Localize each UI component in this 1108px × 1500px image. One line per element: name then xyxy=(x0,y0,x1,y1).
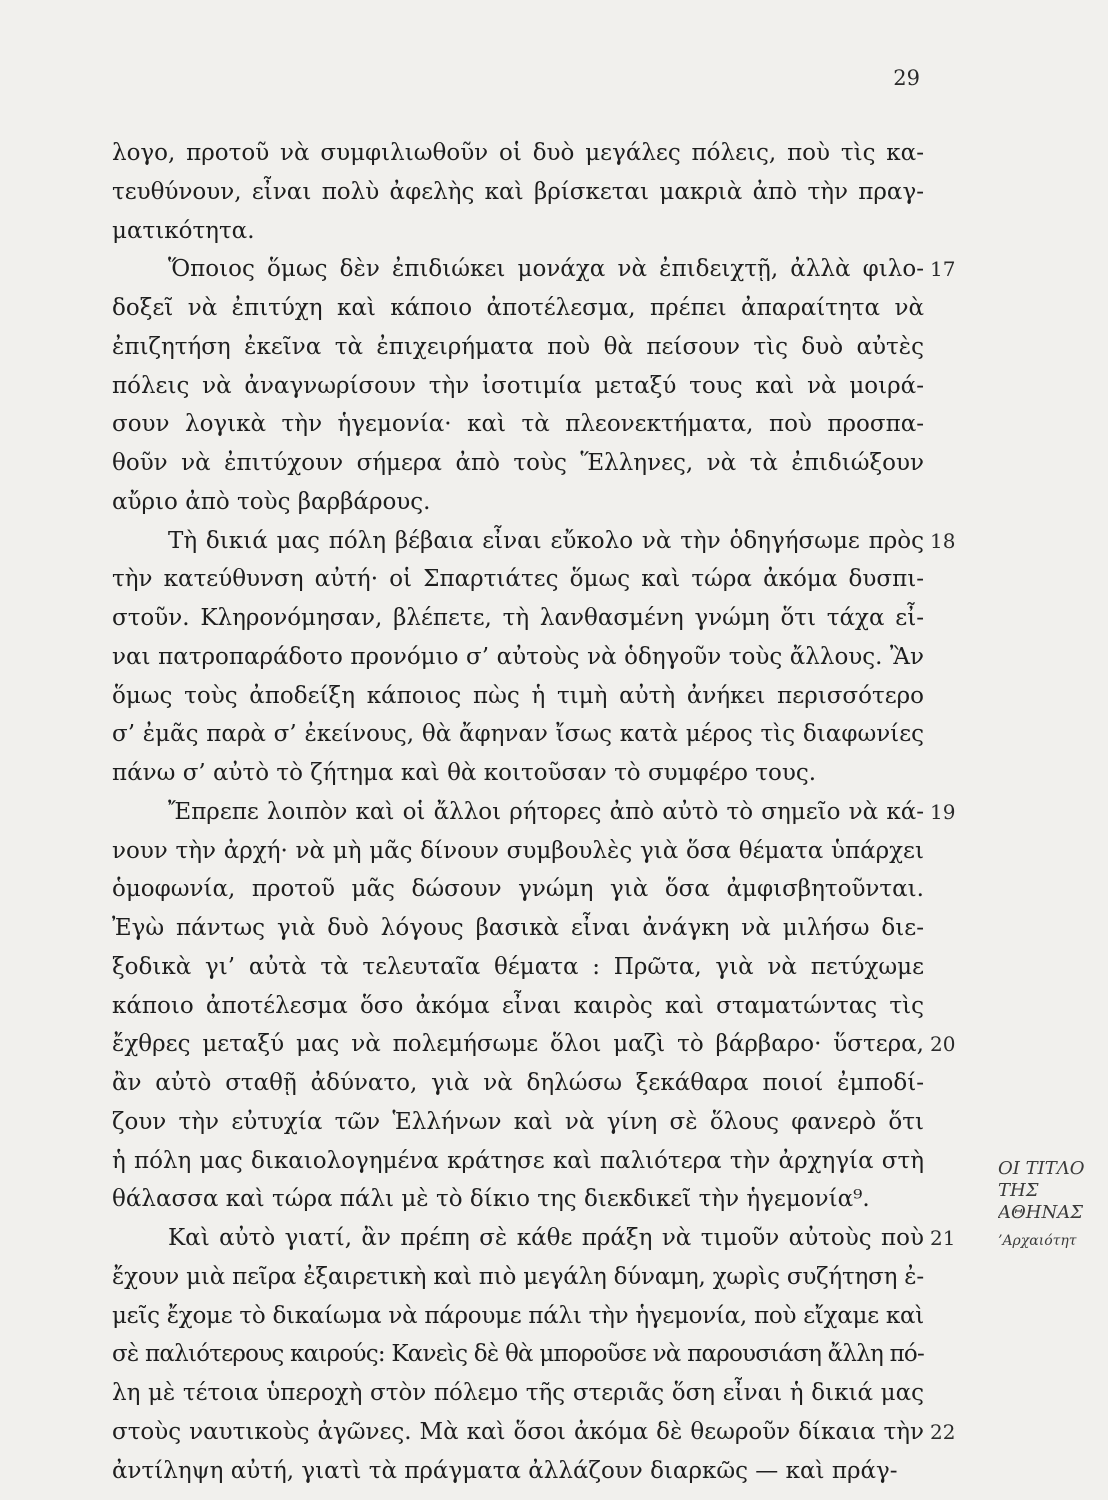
text-line xyxy=(112,1374,924,1413)
line-text: νουν τὴν ἀρχή· νὰ μὴ μᾶς δίνουν συμβουλὲς γιὰ ὅσα θέματα ὑπάρχει xyxy=(112,837,924,864)
line-text: μεῖς ἔχομε τὸ δικαίωμα νὰ πάρουμε πάλι τὴν ἡγεμονία, ποὺ εἴχαμε καὶ xyxy=(112,1302,924,1329)
text-line xyxy=(112,1413,956,1452)
line-text: ξοδικὰ γι’ αὐτὰ τὰ τελευταῖα θέματα : Πρῶτα, γιὰ νὰ πετύχωμε xyxy=(112,953,924,980)
section-number: 20 xyxy=(930,1032,956,1057)
text-line xyxy=(112,289,924,328)
text-line xyxy=(112,1064,924,1103)
line-text: Ἐγὼ πάντως γιὰ δυὸ λόγους βασικὰ εἶναι ἀνάγκη νὰ μιλήσω διε- xyxy=(112,915,924,941)
line-text: ζουν τὴν εὐτυχία τῶν Ἑλλήνων καὶ νὰ γίνη σὲ ὅλους φανερὸ ὅτι xyxy=(112,1108,924,1135)
page-number: 29 xyxy=(893,66,920,90)
text-line xyxy=(112,1103,924,1142)
text-line xyxy=(112,1142,924,1181)
line-text: Ὅποιος ὅμως δὲν ἐπιδιώκει μονάχα νὰ ἐπιδειχτῇ, ἀλλὰ φιλο- xyxy=(168,256,924,283)
line-text: λογο, προτοῦ νὰ συμφιλιωθοῦν οἱ δυὸ μεγάλες πόλεις, ποὺ τὶς κα- xyxy=(112,140,924,166)
side-heading-line-1: ΟΙ ΤΙΤΛΟ xyxy=(998,1158,1085,1179)
text-line xyxy=(112,444,924,483)
line-text: δοξεῖ νὰ ἐπιτύχη καὶ κάποιο ἀποτέλεσμα, πρέπει ἀπαραίτητα νὰ xyxy=(112,295,924,321)
text-line xyxy=(112,793,956,832)
line-text: πόλεις νὰ ἀναγνωρίσουν τὴν ἰσοτιμία μεταξύ τους καὶ νὰ μοιρά- xyxy=(112,372,924,399)
section-number: 22 xyxy=(930,1419,956,1444)
line-text: ἔχθρες μεταξύ μας νὰ πολεμήσωμε ὅλοι μαζὶ τὸ βάρβαρο· ὕστερα, xyxy=(112,1031,924,1058)
text-line xyxy=(112,522,956,561)
text-line xyxy=(112,250,956,289)
text-line xyxy=(112,367,924,406)
section-number: 19 xyxy=(930,799,956,824)
text-line xyxy=(112,483,924,522)
line-text: ἐπιζητήση ἐκεῖνα τὰ ἐπιχειρήματα ποὺ θὰ πείσουν τὶς δυὸ αὐτὲς xyxy=(112,333,924,360)
text-line xyxy=(112,560,924,599)
text-line xyxy=(112,715,924,754)
text-line xyxy=(112,328,924,367)
text-line xyxy=(112,1258,924,1297)
line-text: Ἔπρεπε λοιπὸν καὶ οἱ ἄλλοι ρήτορες ἀπὸ αὐτὸ τὸ σημεῖο νὰ κά- xyxy=(168,798,924,825)
text-line xyxy=(112,754,924,793)
side-heading-line-2: ΤΗΣ xyxy=(998,1180,1039,1201)
line-text: τευθύνουν, εἶναι πολὺ ἀφελὴς καὶ βρίσκεται μακριὰ ἀπὸ τὴν πραγ- xyxy=(112,178,924,205)
text-line xyxy=(112,909,924,948)
text-line xyxy=(112,212,924,251)
line-text: ἀντίληψη αὐτή, γιατὶ τὰ πράγματα ἀλλάζουν διαρκῶς — καὶ πράγ- xyxy=(112,1457,898,1484)
line-text: σουν λογικὰ τὴν ἡγεμονία· καὶ τὰ πλεονεκτήματα, ποὺ προσπα- xyxy=(112,411,924,438)
line-text: σὲ παλιότερους καιρούς: Κανεὶς δὲ θὰ μποροῦσε νὰ παρουσιάση ἄλλη πό- xyxy=(112,1341,924,1368)
line-text: τὴν κατεύθυνση αὐτή· οἱ Σπαρτιάτες ὅμως καὶ τώρα ἀκόμα δυσπι- xyxy=(112,566,924,593)
text-line xyxy=(112,599,924,638)
line-text: λη μὲ τέτοια ὑπεροχὴ στὸν πόλεμο τῆς στεριᾶς ὅση εἶναι ἡ δικιά μας xyxy=(112,1380,924,1406)
text-line xyxy=(112,870,924,909)
section-number: 18 xyxy=(930,528,956,553)
line-text: θοῦν νὰ ἐπιτύχουν σήμερα ἀπὸ τοὺς Ἕλληνες, νὰ τὰ ἐπιδιώξουν xyxy=(112,450,924,476)
text-line xyxy=(112,173,924,212)
line-text: στοὺς ναυτικοὺς ἀγῶνες. Μὰ καὶ ὅσοι ἀκόμα δὲ θεωροῦν δίκαια τὴν xyxy=(112,1418,924,1445)
side-heading-line-3: ΑΘΗΝΑΣ xyxy=(998,1202,1083,1223)
text-line xyxy=(112,638,924,677)
line-text: ναι πατροπαράδοτο προνόμιο σ’ αὐτοὺς νὰ ὁδηγοῦν τοὺς ἄλλους. Ἂν xyxy=(112,643,924,670)
text-line xyxy=(112,1452,924,1491)
line-text: ὅμως τοὺς ἀποδείξη κάποιος πὼς ἡ τιμὴ αὐτὴ ἀνήκει περισσότερο xyxy=(112,682,924,709)
section-number: 17 xyxy=(930,257,956,282)
line-text: ἡ πόλη μας δικαιολογημένα κράτησε καὶ παλιότερα τὴν ἀρχηγία στὴ xyxy=(112,1147,924,1174)
line-text: Τὴ δικιά μας πόλη βέβαια εἶναι εὔκολο νὰ τὴν ὁδηγήσωμε πρὸς xyxy=(168,527,924,554)
line-text: αὔριο ἀπὸ τοὺς βαρβάρους. xyxy=(112,488,431,515)
text-line xyxy=(112,677,924,716)
line-text: κάποιο ἀποτέλεσμα ὅσο ἀκόμα εἶναι καιρὸς καὶ σταματώντας τὶς xyxy=(112,992,924,1019)
text-line xyxy=(112,948,924,987)
line-text: ἂν αὐτὸ σταθῇ ἀδύνατο, γιὰ νὰ δηλώσω ξεκάθαρα ποιοί ἐμποδί- xyxy=(112,1070,924,1096)
line-text: ματικότητα. xyxy=(112,217,255,244)
text-line xyxy=(112,1297,924,1336)
text-line xyxy=(112,405,924,444)
text-line xyxy=(112,1180,924,1219)
text-line xyxy=(112,1219,956,1258)
side-heading xyxy=(998,1158,1108,1252)
section-number: 21 xyxy=(930,1226,956,1250)
text-line xyxy=(112,987,924,1026)
line-text: θάλασσα καὶ τώρα πάλι μὲ τὸ δίκιο της διεκδικεῖ τὴν ἡγεμονία⁹. xyxy=(112,1186,870,1213)
text-line xyxy=(112,1025,956,1064)
text-line xyxy=(112,134,924,173)
line-text: ὁμοφωνία, προτοῦ μᾶς δώσουν γνώμη γιὰ ὅσα ἀμφισβητοῦνται. xyxy=(112,876,924,903)
text-line xyxy=(112,1335,924,1374)
line-text: στοῦν. Κληρονόμησαν, βλέπετε, τὴ λανθασμένη γνώμη ὅτι τάχα εἶ- xyxy=(112,605,924,631)
side-heading-subtitle: ’Αρχαιότητ xyxy=(998,1233,1077,1249)
line-text: ἔχουν μιὰ πεῖρα ἐξαιρετικὴ καὶ πιὸ μεγάλη δύναμη, χωρὶς συζήτηση ἐ- xyxy=(112,1263,924,1290)
line-text: Καὶ αὐτὸ γιατί, ἂν πρέπη σὲ κάθε πράξη νὰ τιμοῦν αὐτοὺς ποὺ xyxy=(168,1225,924,1251)
line-text: σ’ ἐμᾶς παρὰ σ’ ἐκείνους, θὰ ἄφηναν ἴσως κατὰ μέρος τὶς διαφωνίες xyxy=(112,721,924,748)
text-line xyxy=(112,832,924,871)
body-text xyxy=(112,134,956,1490)
line-text: πάνω σ’ αὐτὸ τὸ ζήτημα καὶ θὰ κοιτοῦσαν τὸ συμφέρο τους. xyxy=(112,760,817,786)
